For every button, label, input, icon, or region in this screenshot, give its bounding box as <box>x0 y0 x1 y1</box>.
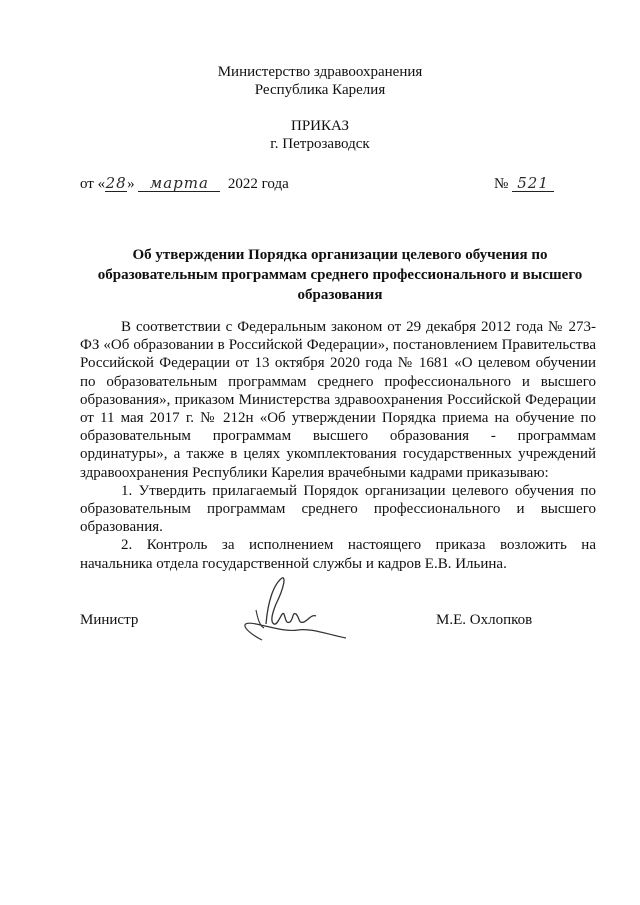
handwritten-signature <box>226 570 356 650</box>
document-body <box>80 318 596 573</box>
ministry-name: Министерство здравоохранения <box>217 64 423 80</box>
document-title: Об утверждении Порядка организации целевого обучения по образовательным программам среднего профессионального и высшего образования <box>97 247 583 303</box>
order-number <box>494 175 554 194</box>
date-month: марта <box>138 176 220 192</box>
signatory-name: М.Е. Охлопков <box>436 612 533 628</box>
city-name: г. Петрозаводск <box>270 136 370 152</box>
body-paragraph-item-1: 1. Утвердить прилагаемый Порядок организации целевого обучения по образовательным программам среднего профессионального и высшего образования. <box>80 482 596 536</box>
date-mid: » <box>127 176 135 192</box>
body-paragraph-preamble: В соответствии с Федеральным законом от 29 декабря 2012 года № 273-ФЗ «Об образовании в Российской Федерации», постановлением Правительства Российской Федерации от 13 октября 2020 года № 1681 «О целевом обучении по образовательным программам среднего профессионального и высшего образования», приказом Министерства здравоохранения Российской Федерации от 11 мая 2017 г. № 212н «Об утверждении Порядка приема на обучение по образовательным программам высшего образования - программам ординатуры», а также в целях укомплектования государственных учреждений здравоохранения Республики Карелия врачебными кадрами приказываю: <box>80 319 596 481</box>
signatory-position: Министр <box>80 612 139 628</box>
document-type: ПРИКАЗ <box>291 118 349 134</box>
number-value: 521 <box>512 176 554 192</box>
date-day: 28 <box>105 174 127 192</box>
date-prefix: от « <box>80 176 106 192</box>
republic-name: Республика Карелия <box>254 82 386 98</box>
body-paragraph-item-2: 2. Контроль за исполнением настоящего приказа возложить на начальника отдела государственной службы и кадров Е.В. Ильина. <box>80 537 596 572</box>
number-prefix: № <box>494 176 509 192</box>
order-date <box>80 175 289 194</box>
date-year: 2022 года <box>227 176 289 192</box>
